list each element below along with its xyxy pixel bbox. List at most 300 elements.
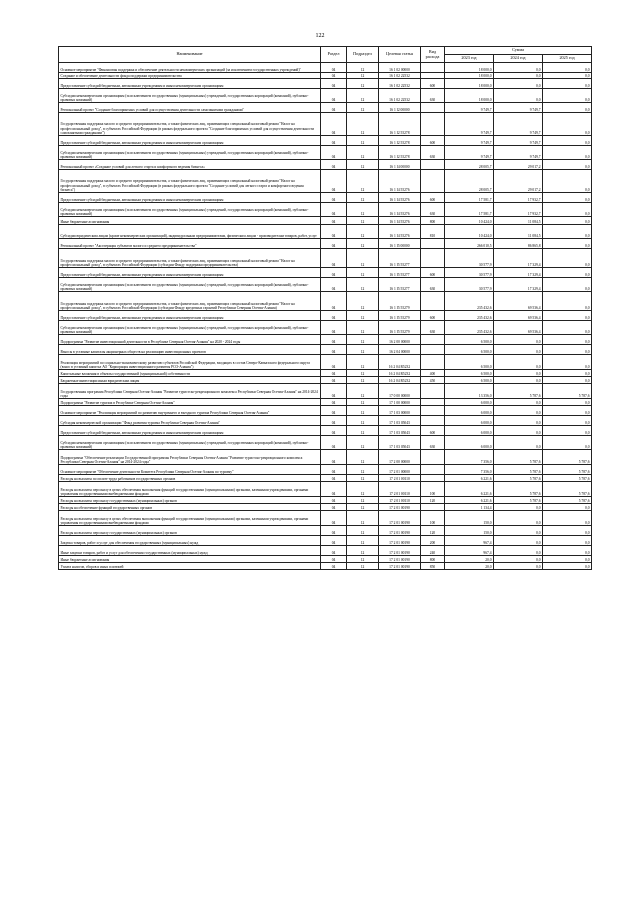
row-amount-2024: 29 017,2 xyxy=(494,160,543,170)
row-section: 04 xyxy=(321,450,347,465)
row-amount-2024: 0,0 xyxy=(494,426,543,436)
row-amount-2024: 69 536,4 xyxy=(494,311,543,321)
row-target-article: 16 1 I2 55278 xyxy=(379,113,421,136)
row-amount-2024: 5 787,6 xyxy=(494,482,543,497)
row-amount-2023: 30 577,9 xyxy=(445,268,494,278)
row-expense-type: 800 xyxy=(421,556,445,563)
row-amount-2023: 20,0 xyxy=(445,563,494,570)
table-row xyxy=(59,239,592,249)
table-row xyxy=(59,292,592,311)
row-name: Субсидии некоммерческим организациям (за исключением государственных (муниципальных) учреждений, государственных корпораций (компаний), публично-правовых компаний) xyxy=(59,436,321,450)
table-header xyxy=(59,47,592,63)
row-amount-2024: 0,0 xyxy=(494,556,543,563)
row-amount-2025: 0,0 xyxy=(543,406,592,416)
row-amount-2023: 9 749,7 xyxy=(445,146,494,160)
row-expense-type: 600 xyxy=(421,136,445,146)
row-section: 04 xyxy=(321,465,347,475)
row-amount-2023: 30 577,9 xyxy=(445,249,494,268)
row-name: Предоставление субсидий бюджетным, автономным учреждениям и иным некоммерческим организациям xyxy=(59,311,321,321)
row-expense-type: 450 xyxy=(421,377,445,384)
row-amount-2024: 11 084,5 xyxy=(494,225,543,239)
row-expense-type xyxy=(421,63,445,73)
row-expense-type xyxy=(421,160,445,170)
row-subsection: 12 xyxy=(347,450,379,465)
row-target-article: 16 1 I4 00000 xyxy=(379,160,421,170)
row-target-article: 17 2 01 00190 xyxy=(379,563,421,570)
table-row xyxy=(59,377,592,384)
row-target-article: 16 2 00 00000 xyxy=(379,335,421,345)
row-subsection: 12 xyxy=(347,426,379,436)
row-amount-2024: 0,0 xyxy=(494,546,543,556)
row-subsection: 12 xyxy=(347,465,379,475)
header-subsection: Подраздел xyxy=(347,47,379,63)
row-amount-2025: 0,0 xyxy=(543,321,592,335)
row-amount-2025: 0,0 xyxy=(543,546,592,556)
row-amount-2023: 6 221,6 xyxy=(445,482,494,497)
row-amount-2024: 9 749,7 xyxy=(494,146,543,160)
row-section: 04 xyxy=(321,511,347,526)
row-expense-type xyxy=(421,465,445,475)
table-row xyxy=(59,426,592,436)
row-subsection: 12 xyxy=(347,63,379,73)
row-expense-type xyxy=(421,249,445,268)
row-amount-2023: 6 500,0 xyxy=(445,377,494,384)
row-amount-2023: 28 005,7 xyxy=(445,170,494,193)
row-amount-2025: 0,0 xyxy=(543,239,592,249)
row-subsection: 12 xyxy=(347,335,379,345)
row-expense-type xyxy=(421,170,445,193)
row-subsection: 12 xyxy=(347,79,379,89)
row-section: 04 xyxy=(321,504,347,511)
row-amount-2025: 0,0 xyxy=(543,345,592,355)
row-amount-2024: 0,0 xyxy=(494,399,543,406)
row-amount-2025: 0,0 xyxy=(543,225,592,239)
row-section: 04 xyxy=(321,536,347,546)
row-subsection: 12 xyxy=(347,497,379,504)
table-body xyxy=(59,63,592,570)
row-amount-2023: 6 000,0 xyxy=(445,399,494,406)
row-expense-type xyxy=(421,504,445,511)
row-subsection: 12 xyxy=(347,239,379,249)
row-amount-2024: 69 536,4 xyxy=(494,292,543,311)
row-amount-2024: 0,0 xyxy=(494,345,543,355)
row-amount-2024: 17 932,7 xyxy=(494,193,543,203)
row-target-article: 16 1 02 22532 xyxy=(379,73,421,79)
row-name: Подпрограмма "Обеспечение реализации Государственной программы Республики Северная Осетия-Алания "Развитие туристско-рекреационного комплекса Республики Северная Осетия-Алания" на 2014-2024 годы" xyxy=(59,450,321,465)
row-name: Расходы на выплаты персоналу государственных (муниципальных) органов xyxy=(59,497,321,504)
table-row xyxy=(59,170,592,193)
row-target-article: 17 2 00 00000 xyxy=(379,450,421,465)
table-row xyxy=(59,278,592,292)
row-name: Предоставление субсидий бюджетным, автономным учреждениям и иным некоммерческим организациям xyxy=(59,268,321,278)
row-expense-type xyxy=(421,103,445,113)
row-name: Региональный проект "Создание благоприятных условий для осуществления деятельности самозанятыми гражданами" xyxy=(59,103,321,113)
row-expense-type xyxy=(421,355,445,370)
row-amount-2023: 235 432,6 xyxy=(445,321,494,335)
row-expense-type: 630 xyxy=(421,321,445,335)
row-subsection: 12 xyxy=(347,292,379,311)
header-expense-type: Вид расхода xyxy=(421,47,445,63)
row-name: Реализация мероприятий по социально-экономическому развитию субъектов Российской Федерации, входящих в состав Северо-Кавказского федерального округа (взнос в уставный капитал АО "Корпорация инвестиционного развития РСО-Алания") xyxy=(59,355,321,370)
row-amount-2025: 0,0 xyxy=(543,249,592,268)
row-name: Субсидии некоммерческим организациям (за исключением государственных (муниципальных) учреждений, государственных корпораций (компаний), публично-правовых компаний) xyxy=(59,89,321,103)
row-name: Подпрограмма "Развитие инвестиционной деятельности в Республике Северная Осетия-Алания" на 2020 - 2024 годы xyxy=(59,335,321,345)
table-row xyxy=(59,399,592,406)
table-row xyxy=(59,225,592,239)
table-row xyxy=(59,416,592,426)
row-amount-2024: 86 865,8 xyxy=(494,239,543,249)
row-name: Субсидии юридическим лицам (кроме некоммерческих организаций), индивидуальным предпринимателям, физическим лицам - производителям товаров, работ, услуг xyxy=(59,225,321,239)
row-amount-2024: 5 787,6 xyxy=(494,450,543,465)
row-amount-2023: 17 581,7 xyxy=(445,193,494,203)
row-target-article: 17 2 01 00110 xyxy=(379,475,421,482)
row-amount-2023: 6 000,0 xyxy=(445,436,494,450)
row-subsection: 12 xyxy=(347,278,379,292)
row-subsection: 12 xyxy=(347,89,379,103)
row-target-article: 16 1 02 00000 xyxy=(379,63,421,73)
row-section: 04 xyxy=(321,249,347,268)
row-amount-2023: 7 356,0 xyxy=(445,450,494,465)
row-target-article: 16 1 I5 55277 xyxy=(379,278,421,292)
row-amount-2024: 0,0 xyxy=(494,355,543,370)
row-subsection: 12 xyxy=(347,482,379,497)
row-target-article: 16 1 I5 55279 xyxy=(379,292,421,311)
row-amount-2025: 5 787,6 xyxy=(543,497,592,504)
row-expense-type xyxy=(421,406,445,416)
header-name: Наименование xyxy=(59,47,321,63)
row-amount-2025: 0,0 xyxy=(543,556,592,563)
row-expense-type: 600 xyxy=(421,268,445,278)
row-amount-2024: 0,0 xyxy=(494,335,543,345)
row-target-article: 16 1 I4 55276 xyxy=(379,217,421,225)
row-subsection: 12 xyxy=(347,146,379,160)
row-section: 04 xyxy=(321,399,347,406)
row-section: 04 xyxy=(321,203,347,217)
table-row xyxy=(59,63,592,73)
row-amount-2023: 18 000,0 xyxy=(445,73,494,79)
row-amount-2023: 28 005,7 xyxy=(445,160,494,170)
row-subsection: 12 xyxy=(347,563,379,570)
row-target-article: 16 1 I4 55276 xyxy=(379,203,421,217)
row-expense-type xyxy=(421,384,445,399)
row-target-article: 16 1 I5 55279 xyxy=(379,311,421,321)
row-section: 04 xyxy=(321,321,347,335)
row-amount-2024: 17 932,7 xyxy=(494,203,543,217)
row-amount-2025: 0,0 xyxy=(543,203,592,217)
row-amount-2023: 10 424,0 xyxy=(445,225,494,239)
row-expense-type: 200 xyxy=(421,536,445,546)
row-amount-2025: 0,0 xyxy=(543,511,592,526)
row-amount-2024: 17 329,4 xyxy=(494,278,543,292)
row-name: Иные бюджетные ассигнования xyxy=(59,217,321,225)
row-expense-type: 400 xyxy=(421,370,445,377)
table-row xyxy=(59,217,592,225)
row-section: 04 xyxy=(321,292,347,311)
table-row xyxy=(59,556,592,563)
row-expense-type xyxy=(421,239,445,249)
row-name: Предоставление субсидий бюджетным, автономным учреждениям и иным некоммерческим организациям xyxy=(59,426,321,436)
row-subsection: 12 xyxy=(347,170,379,193)
row-amount-2023: 6 221,6 xyxy=(445,475,494,482)
row-expense-type: 630 xyxy=(421,436,445,450)
row-section: 04 xyxy=(321,546,347,556)
row-subsection: 12 xyxy=(347,249,379,268)
row-amount-2023: 1 134,4 xyxy=(445,504,494,511)
row-name: Субсидия некоммерческой организации "Фонд развития туризма Республики Северная Осетия-Алания" xyxy=(59,416,321,426)
row-amount-2023: 6 500,0 xyxy=(445,335,494,345)
row-subsection: 12 xyxy=(347,136,379,146)
table-row xyxy=(59,345,592,355)
row-subsection: 12 xyxy=(347,504,379,511)
row-name: Государственная поддержка малого и среднего предпринимательства, а также физических лиц, применяющих специальный налоговый режим "Налог на профессиональный доход", в субъектах Российской Федерации (субсидии Фонду кредитных гарантий Республики Северная Осетия-Алания) xyxy=(59,292,321,311)
row-name: Предоставление субсидий бюджетным, автономным учреждениям и иным некоммерческим организациям xyxy=(59,193,321,203)
row-amount-2024: 0,0 xyxy=(494,504,543,511)
row-name: Субсидии некоммерческим организациям (за исключением государственных (муниципальных) учреждений, государственных корпораций (компаний), публично-правовых компаний) xyxy=(59,321,321,335)
row-section: 04 xyxy=(321,79,347,89)
row-subsection: 12 xyxy=(347,311,379,321)
row-amount-2024: 5 787,6 xyxy=(494,475,543,482)
table-row xyxy=(59,511,592,526)
row-expense-type: 630 xyxy=(421,203,445,217)
row-target-article: 16 1 I5 55277 xyxy=(379,268,421,278)
row-amount-2024: 0,0 xyxy=(494,89,543,103)
row-target-article: 17 1 03 05043 xyxy=(379,416,421,426)
row-target-article: 16 2 04 R5232 xyxy=(379,377,421,384)
row-amount-2023: 6 500,0 xyxy=(445,370,494,377)
row-name: Субсидии некоммерческим организациям (за исключением государственных (муниципальных) учреждений, государственных корпораций (компаний), публично-правовых компаний) xyxy=(59,203,321,217)
row-expense-type: 100 xyxy=(421,511,445,526)
row-target-article: 16 2 04 00000 xyxy=(379,345,421,355)
row-section: 04 xyxy=(321,103,347,113)
row-amount-2024: 9 749,7 xyxy=(494,136,543,146)
row-expense-type xyxy=(421,416,445,426)
row-amount-2023: 6 221,6 xyxy=(445,497,494,504)
row-section: 04 xyxy=(321,239,347,249)
table-row xyxy=(59,465,592,475)
row-target-article: 17 2 01 00190 xyxy=(379,556,421,563)
row-amount-2024: 0,0 xyxy=(494,563,543,570)
row-subsection: 12 xyxy=(347,377,379,384)
row-name: Уплата налогов, сборов и иных платежей xyxy=(59,563,321,570)
page-number: 122 xyxy=(315,33,325,39)
row-target-article: 17 1 00 00000 xyxy=(379,399,421,406)
row-subsection: 12 xyxy=(347,160,379,170)
row-expense-type: 630 xyxy=(421,278,445,292)
row-subsection: 12 xyxy=(347,345,379,355)
row-amount-2025: 0,0 xyxy=(543,563,592,570)
row-amount-2025: 0,0 xyxy=(543,436,592,450)
row-section: 04 xyxy=(321,563,347,570)
row-amount-2023: 30 577,9 xyxy=(445,278,494,292)
table-row xyxy=(59,311,592,321)
row-expense-type xyxy=(421,113,445,136)
row-section: 04 xyxy=(321,355,347,370)
row-amount-2025: 5 787,6 xyxy=(543,384,592,399)
row-amount-2025: 0,0 xyxy=(543,504,592,511)
row-name: Расходы на выплаты персоналу государственных (муниципальных) органов xyxy=(59,526,321,536)
row-amount-2023: 6 500,0 xyxy=(445,345,494,355)
row-name: Региональный проект «Создание условий для легкого старта и комфортного ведения бизнеса» xyxy=(59,160,321,170)
table-row xyxy=(59,482,592,497)
row-section: 04 xyxy=(321,497,347,504)
row-subsection: 12 xyxy=(347,436,379,450)
row-section: 04 xyxy=(321,63,347,73)
row-subsection: 12 xyxy=(347,370,379,377)
row-name: Взносы в уставные капиталы акционерных обществ на реализацию инвестиционных проектов xyxy=(59,345,321,355)
row-amount-2024: 9 749,7 xyxy=(494,113,543,136)
row-subsection: 12 xyxy=(347,536,379,546)
row-subsection: 12 xyxy=(347,225,379,239)
row-section: 04 xyxy=(321,278,347,292)
row-name: Региональный проект "Акселерация субъектов малого и среднего предпринимательства" xyxy=(59,239,321,249)
row-subsection: 12 xyxy=(347,217,379,225)
row-amount-2025: 0,0 xyxy=(543,170,592,193)
table-row xyxy=(59,536,592,546)
row-section: 04 xyxy=(321,436,347,450)
row-target-article: 17 2 01 00190 xyxy=(379,526,421,536)
row-subsection: 12 xyxy=(347,268,379,278)
row-target-article: 16 1 I2 55278 xyxy=(379,146,421,160)
row-subsection: 12 xyxy=(347,321,379,335)
row-section: 04 xyxy=(321,384,347,399)
table-row xyxy=(59,79,592,89)
row-amount-2025: 0,0 xyxy=(543,217,592,225)
row-target-article: 17 2 01 00110 xyxy=(379,497,421,504)
row-amount-2025: 0,0 xyxy=(543,311,592,321)
budget-table xyxy=(58,46,592,570)
row-name: Субсидии некоммерческим организациям (за исключением государственных (муниципальных) учреждений, государственных корпораций (компаний), публично-правовых компаний) xyxy=(59,278,321,292)
row-expense-type: 600 xyxy=(421,193,445,203)
row-amount-2025: 0,0 xyxy=(543,292,592,311)
row-amount-2025: 5 787,6 xyxy=(543,475,592,482)
row-expense-type: 810 xyxy=(421,225,445,239)
table-row xyxy=(59,526,592,536)
row-section: 04 xyxy=(321,217,347,225)
row-amount-2025: 0,0 xyxy=(543,193,592,203)
row-section: 04 xyxy=(321,475,347,482)
row-amount-2025: 0,0 xyxy=(543,536,592,546)
row-name: Основное мероприятие "Реализация мероприятий по развитию внутреннего и въездного туризма Республики Северная Осетия-Алания" xyxy=(59,406,321,416)
row-amount-2024: 17 329,4 xyxy=(494,268,543,278)
row-expense-type: 630 xyxy=(421,146,445,160)
table-row xyxy=(59,370,592,377)
row-amount-2025: 0,0 xyxy=(543,136,592,146)
row-section: 04 xyxy=(321,170,347,193)
row-subsection: 12 xyxy=(347,384,379,399)
row-section: 04 xyxy=(321,311,347,321)
row-section: 04 xyxy=(321,160,347,170)
row-amount-2023: 6 000,0 xyxy=(445,416,494,426)
table-row xyxy=(59,497,592,504)
row-expense-type: 120 xyxy=(421,497,445,504)
row-target-article: 17 0 00 00000 xyxy=(379,384,421,399)
table-row xyxy=(59,321,592,335)
row-name: Иные закупки товаров, работ и услуг для обеспечения государственных (муниципальных) нужд xyxy=(59,546,321,556)
row-subsection: 12 xyxy=(347,73,379,79)
row-name: Закупка товаров, работ и услуг для обеспечения государственных (муниципальных) нужд xyxy=(59,536,321,546)
row-amount-2023: 6 500,0 xyxy=(445,355,494,370)
row-target-article: 17 2 01 00190 xyxy=(379,511,421,526)
row-amount-2024: 17 329,4 xyxy=(494,249,543,268)
row-amount-2025: 0,0 xyxy=(543,113,592,136)
row-target-article: 17 2 01 00190 xyxy=(379,536,421,546)
table-row xyxy=(59,335,592,345)
row-expense-type: 120 xyxy=(421,526,445,536)
row-name: Расходы на выплаты персоналу в целях обеспечения выполнения функций государственными (муниципальными) органами, казенными учреждениями, органами управления государственными внебюджетными фондами xyxy=(59,511,321,526)
row-target-article: 16 1 I4 55276 xyxy=(379,225,421,239)
header-year-2024: 2024 год xyxy=(494,55,543,63)
row-expense-type xyxy=(421,450,445,465)
row-amount-2025: 5 787,6 xyxy=(543,465,592,475)
row-section: 04 xyxy=(321,193,347,203)
row-expense-type: 600 xyxy=(421,426,445,436)
row-section: 04 xyxy=(321,556,347,563)
row-amount-2024: 0,0 xyxy=(494,536,543,546)
row-amount-2023: 13 356,0 xyxy=(445,384,494,399)
table-row xyxy=(59,450,592,465)
row-amount-2023: 967,4 xyxy=(445,546,494,556)
row-amount-2025: 0,0 xyxy=(543,370,592,377)
row-amount-2024: 0,0 xyxy=(494,416,543,426)
row-target-article: 16 1 I4 55276 xyxy=(379,193,421,203)
row-amount-2023: 17 581,7 xyxy=(445,203,494,217)
table-row xyxy=(59,160,592,170)
row-name: Государственная поддержка малого и среднего предпринимательства, а также физических лиц, применяющих специальный налоговый режим "Налог на профессиональный доход", в субъектах Российской Федерации (в рамках федерального проекта "Создание условий для легкого старта и комфортного ведения бизнеса") xyxy=(59,170,321,193)
row-amount-2023: 18 000,0 xyxy=(445,79,494,89)
row-amount-2024: 0,0 xyxy=(494,377,543,384)
row-amount-2024: 0,0 xyxy=(494,79,543,89)
row-amount-2025: 0,0 xyxy=(543,79,592,89)
row-amount-2023: 7 356,0 xyxy=(445,465,494,475)
row-amount-2025: 0,0 xyxy=(543,526,592,536)
row-target-article: 17 1 03 00000 xyxy=(379,406,421,416)
row-amount-2023: 235 432,6 xyxy=(445,292,494,311)
table-row xyxy=(59,193,592,203)
table-row xyxy=(59,103,592,113)
row-amount-2025: 0,0 xyxy=(543,335,592,345)
row-amount-2023: 150,0 xyxy=(445,511,494,526)
row-amount-2024: 11 084,5 xyxy=(494,217,543,225)
row-amount-2025: 0,0 xyxy=(543,103,592,113)
row-section: 04 xyxy=(321,406,347,416)
row-section: 04 xyxy=(321,416,347,426)
row-amount-2023: 10 424,0 xyxy=(445,217,494,225)
row-expense-type xyxy=(421,475,445,482)
header-target-article: Целевая статья xyxy=(379,47,421,63)
row-section: 04 xyxy=(321,268,347,278)
row-amount-2023: 235 432,6 xyxy=(445,311,494,321)
table-row xyxy=(59,113,592,136)
row-amount-2025: 0,0 xyxy=(543,278,592,292)
row-name: Государственная поддержка малого и среднего предпринимательства, а также физических лиц, применяющих специальный налоговый режим "Налог на профессиональный доход", в субъектах Российской Федерации (субсидии Фонду поддержки предпринимательства) xyxy=(59,249,321,268)
row-subsection: 12 xyxy=(347,416,379,426)
row-amount-2025: 0,0 xyxy=(543,426,592,436)
table-row xyxy=(59,136,592,146)
row-expense-type: 800 xyxy=(421,217,445,225)
table-row xyxy=(59,203,592,217)
header-year-2023: 2023 год xyxy=(445,55,494,63)
row-subsection: 12 xyxy=(347,556,379,563)
row-target-article: 16 2 04 R5232 xyxy=(379,355,421,370)
row-amount-2025: 0,0 xyxy=(543,377,592,384)
row-expense-type: 630 xyxy=(421,89,445,103)
row-amount-2024: 0,0 xyxy=(494,73,543,79)
row-amount-2024: 5 787,6 xyxy=(494,497,543,504)
row-target-article: 17 1 03 05043 xyxy=(379,436,421,450)
table-row xyxy=(59,436,592,450)
row-amount-2025: 0,0 xyxy=(543,89,592,103)
row-expense-type xyxy=(421,335,445,345)
